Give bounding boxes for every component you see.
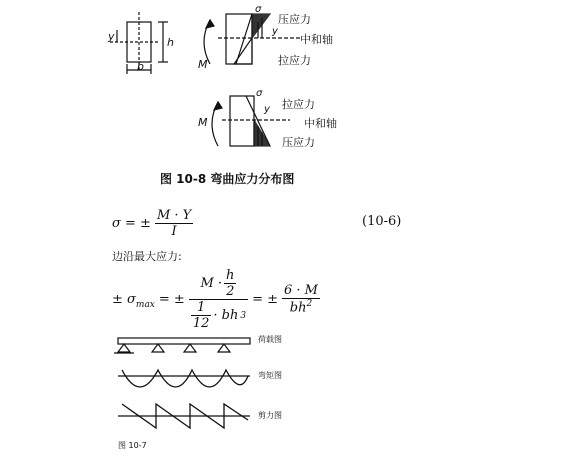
bottom-neutral-axis-label: 中和轴 — [304, 117, 337, 130]
eq-max-num-2: 2 — [226, 284, 235, 299]
eq-max-den2-bh: bh — [289, 300, 307, 316]
eq-max-den-1: 1 — [196, 300, 206, 315]
top-y-label: y — [272, 26, 278, 37]
section-y-label: y — [108, 30, 115, 43]
eq-max-fraction-1-numerator — [198, 268, 238, 299]
bottom-sigma-label: σ — [256, 88, 263, 99]
eq-max-fraction-2-numerator: 6 · M — [283, 283, 318, 299]
eq-max-h-over-2 — [224, 268, 236, 299]
eq-max-subscript: max — [135, 299, 155, 310]
top-moment-label: M — [198, 58, 208, 71]
eq-max-fraction-2-denominator — [288, 299, 314, 315]
load-diagram-label: 荷载图 — [258, 335, 282, 344]
eq-max-equals-1: = ± — [158, 292, 185, 307]
eq-10-6-denominator: I — [171, 224, 177, 239]
eq-max-fraction-1-denominator — [189, 300, 248, 331]
shear-diagram-label: 剪力图 — [258, 411, 282, 420]
equation-10-6 — [112, 208, 193, 239]
section-b-label: b — [137, 60, 144, 73]
figure-10-7-caption: 图 10-7 — [118, 441, 147, 450]
load-diagram — [114, 338, 250, 353]
section-h-label: h — [167, 36, 174, 49]
figure-10-8-caption: 图 10-8 弯曲应力分布图 — [160, 172, 295, 186]
bottom-compressive-label: 压应力 — [282, 136, 315, 149]
eq-max-fraction-1 — [189, 268, 248, 331]
bottom-tensile-label: 拉应力 — [282, 98, 315, 111]
moment-diagram-label: 弯矩图 — [258, 371, 282, 380]
eq-max-lhs: ± σ — [112, 292, 136, 307]
stress-diagram-bottom — [212, 96, 290, 146]
top-sigma-label: σ — [255, 4, 262, 15]
eq-max-den-12: 12 — [192, 316, 210, 331]
eq-10-6-lhs: σ = ± — [112, 216, 151, 231]
eq-max-den-exp: 3 — [240, 310, 247, 321]
eq-max-num-h: h — [226, 268, 235, 283]
shear-diagram — [118, 404, 250, 428]
equation-number: (10-6) — [362, 214, 402, 229]
moment-diagram — [118, 370, 250, 387]
eq-10-6-fraction — [155, 208, 193, 239]
equation-max-stress — [112, 268, 320, 331]
eq-max-1-over-12 — [191, 300, 212, 331]
eq-10-6-numerator: M · Y — [156, 208, 192, 223]
top-neutral-axis-label: 中和轴 — [300, 33, 333, 46]
bottom-moment-label: M — [198, 116, 208, 129]
eq-max-fraction-2 — [282, 283, 320, 315]
eq-max-den2-exp: 2 — [306, 299, 313, 310]
edge-stress-label: 边沿最大应力: — [112, 250, 182, 263]
bottom-y-label: y — [264, 104, 270, 115]
eq-max-den-bh: · bh — [213, 308, 239, 323]
eq-max-num-m: M · — [200, 276, 223, 291]
top-tensile-label: 拉应力 — [278, 54, 311, 67]
eq-max-equals-2: = ± — [252, 292, 278, 307]
top-compressive-label: 压应力 — [278, 13, 311, 26]
